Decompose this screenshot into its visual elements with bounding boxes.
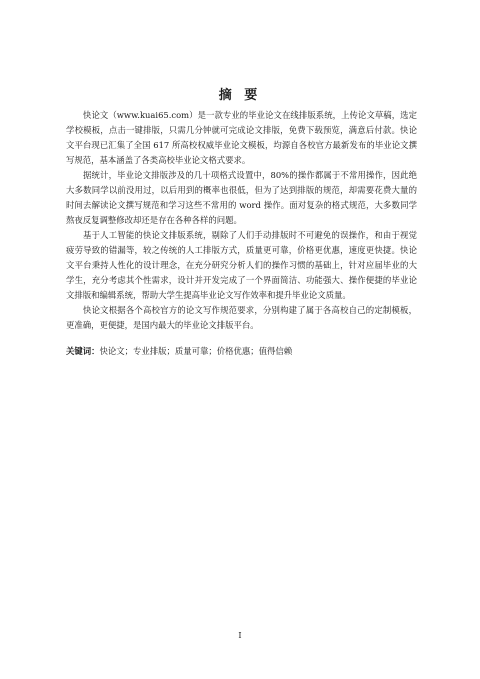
abstract-paragraph-3: 基于人工智能的快论文排版系统，剔除了人们手动排版时不可避免的误操作，和由于视觉疲劳导致的错漏等，较之传统的人工排版方式，质量更可靠，价格更优惠，速度更快捷。快论文平台秉持人性化的设计理念，在充分研究分析人们的操作习惯的基础上，针对应届毕业的大学生，充分考虑其个性需求，设计并开发完成了一个界面简洁、功能强大、操作便捷的毕业论文排版和编辑系统，帮助大学生提高毕业论文写作效率和提升毕业论文质量。 [66,230,417,300]
abstract-paragraph-4: 快论文根据各个高校官方的论文写作规范要求，分别构建了属于各高校自己的定制模板，更准确，更便捷，是国内最大的毕业论文排版平台。 [66,305,417,330]
abstract-paragraph-2: 据统计，毕业论文排版涉及的几十项格式设置中，80%的操作都属于不常用操作，因此绝大多数同学以前没用过，以后用到的概率也很低，但为了达到排版的规范，却需要花费大量的时间去解读论文撰写规范和学习这些不常用的 word 操作。面对复杂的格式规范，大多数同学熬夜反复调整修改却还是存在各种各样的问题。 [66,170,417,225]
page-number: I [238,631,242,640]
abstract-title: 摘 要 [218,88,262,103]
keywords-text: 快论文；专业排版；质量可靠；价格优惠；值得信赖 [99,346,293,356]
keywords-line [66,344,417,359]
keywords-label: 关键词： [66,346,100,356]
abstract-body [66,108,417,359]
abstract-paragraph-1: 快论文（www.kuai65.com）是一款专业的毕业论文在线排版系统，上传论文草稿，选定学校模板，点击一键排版，只需几分钟就可完成论文排版，免费下载预览，满意后付款。快论文平台现已汇集了全国 617 所高校权威毕业论文模板，均源自各校官方最新发布的毕业论文撰写规范，基本涵盖了各类高校毕业论文格式要求。 [66,110,417,165]
